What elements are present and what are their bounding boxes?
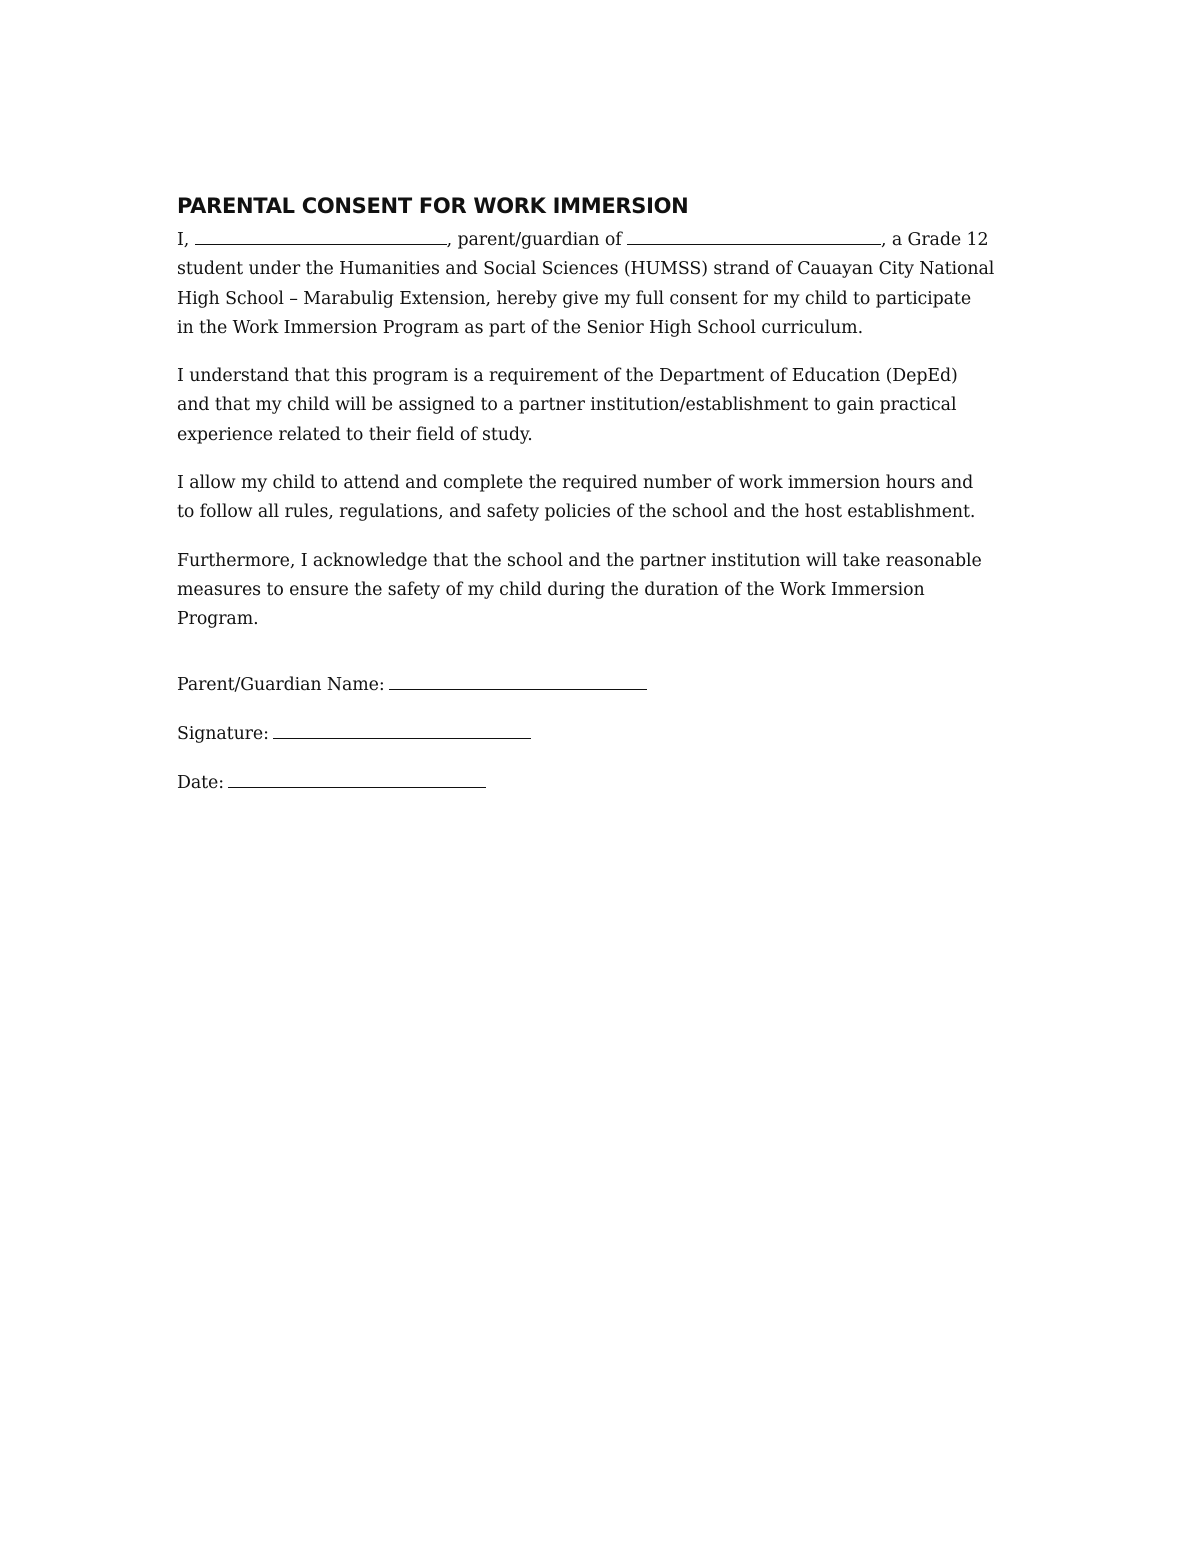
paragraph-1-middle: , parent/guardian of	[446, 230, 627, 250]
paragraph-1-suffix: , a Grade 12	[881, 230, 989, 250]
paragraph-1-line-2: student under the Humanities and Social Sciences (HUMSS) strand of Cauayan City National	[177, 259, 995, 280]
date-row	[177, 769, 1037, 798]
paragraph-3-line-2: to follow all rules, regulations, and safety policies of the school and the host establishment.	[177, 502, 976, 523]
paragraph-2-line-1: I understand that this program is a requirement of the Department of Education (DepEd)	[177, 366, 958, 387]
paragraph-4-line-2: measures to ensure the safety of my child during the duration of the Work Immersion	[177, 579, 925, 600]
paragraph-1-line-1	[177, 226, 1037, 255]
paragraph-2-line-3: experience related to their field of study.	[177, 424, 533, 445]
consent-paragraph-2	[177, 362, 1037, 450]
parent-name-row	[177, 671, 1037, 700]
parent-name-field[interactable]	[389, 671, 647, 690]
consent-paragraph-1	[177, 226, 1037, 343]
paragraph-1-line-4: in the Work Immersion Program as part of the Senior High School curriculum.	[177, 317, 863, 338]
paragraph-1-line-3: High School – Marabulig Extension, hereby give my full consent for my child to participate	[177, 288, 972, 309]
signature-form	[177, 671, 1037, 798]
consent-paragraph-4	[177, 547, 1037, 635]
signature-row	[177, 720, 1037, 749]
parent-name-label: Parent/Guardian Name:	[177, 674, 385, 695]
consent-paragraph-3	[177, 469, 1037, 528]
parent-name-blank[interactable]	[195, 226, 447, 245]
paragraph-3-line-1: I allow my child to attend and complete the required number of work immersion hours and	[177, 473, 974, 494]
paragraph-4-line-3: Program.	[177, 609, 259, 630]
paragraph-1-prefix: I,	[177, 230, 195, 250]
paragraph-4-line-1: Furthermore, I acknowledge that the school and the partner institution will take reasonable	[177, 550, 982, 571]
date-label: Date:	[177, 772, 224, 793]
date-field[interactable]	[228, 769, 486, 788]
signature-label: Signature:	[177, 723, 269, 744]
document-title: PARENTAL CONSENT FOR WORK IMMERSION	[177, 194, 689, 218]
document-content	[177, 192, 1037, 818]
student-name-blank[interactable]	[627, 226, 881, 245]
paragraph-2-line-2: and that my child will be assigned to a partner institution/establishment to gain practical	[177, 395, 957, 416]
signature-field[interactable]	[273, 720, 531, 739]
